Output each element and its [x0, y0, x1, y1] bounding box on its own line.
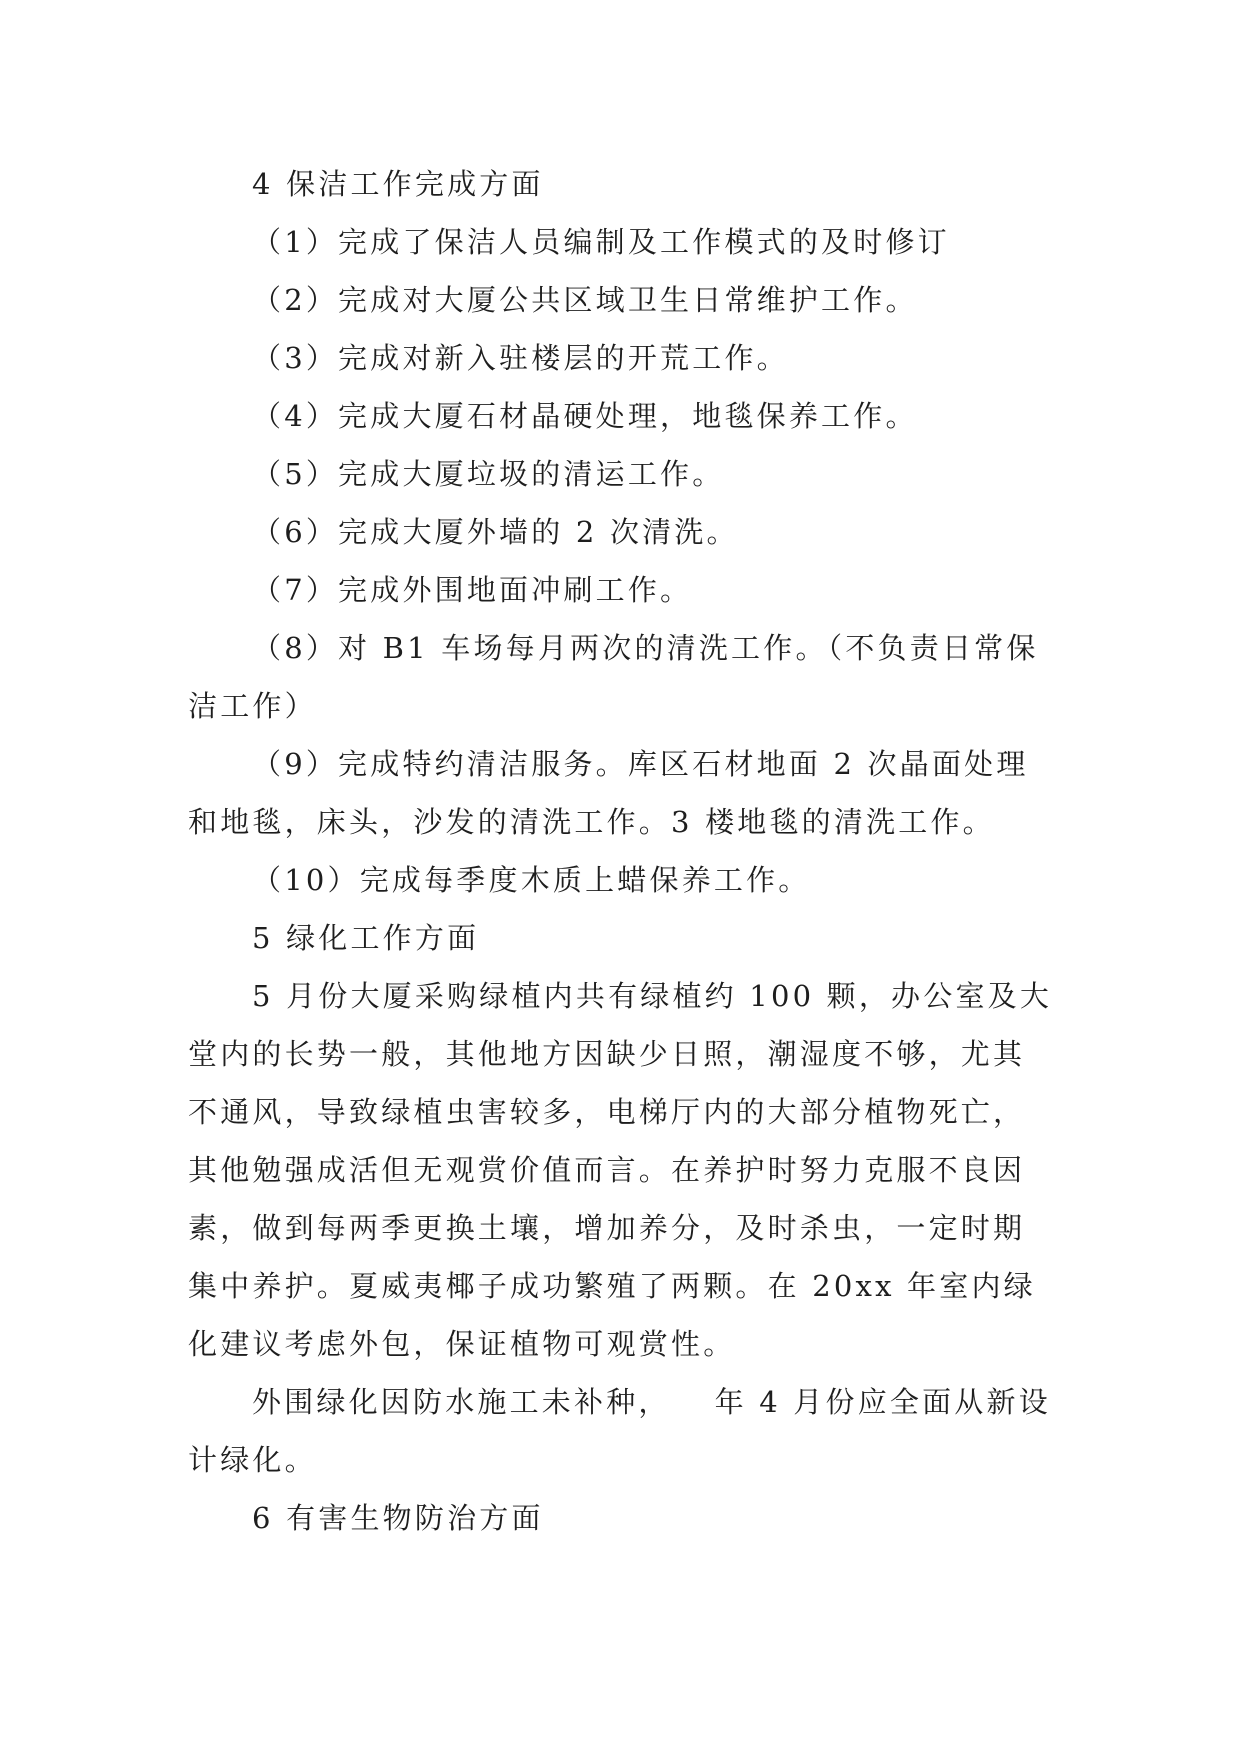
section-4-item-6: （6）完成大厦外墙的 2 次清洗。: [252, 515, 739, 549]
section-4-item-1: （1）完成了保洁人员编制及工作模式的及时修订: [252, 225, 950, 259]
section-6-title: 6 有害生物防治方面: [252, 1501, 544, 1535]
section-4-title: 4 保洁工作完成方面: [252, 167, 544, 201]
section-5-para-1-line-4: 其他勉强成活但无观赏价值而言。在养护时努力克服不良因: [188, 1153, 1026, 1187]
section-4-item-9-line-2: 和地毯，床头，沙发的清洗工作。3 楼地毯的清洗工作。: [188, 805, 995, 839]
section-4-item-2: （2）完成对大厦公共区域卫生日常维护工作。: [252, 283, 918, 317]
document-body: [188, 155, 1058, 1547]
section-5-para-1-line-6: 集中养护。夏威夷椰子成功繁殖了两颗。在 20xx 年室内绿: [188, 1269, 1036, 1303]
section-5-para-1-line-7: 化建议考虑外包，保证植物可观赏性。: [188, 1327, 736, 1361]
section-5-title: 5 绿化工作方面: [252, 921, 480, 955]
section-4-item-3: （3）完成对新入驻楼层的开荒工作。: [252, 341, 789, 375]
section-4-item-5: （5）完成大厦垃圾的清运工作。: [252, 457, 725, 491]
section-5-para-2-part-1: 外围绿化因防水施工未补种，: [252, 1385, 671, 1419]
section-4-item-10: （10）完成每季度木质上蜡保养工作。: [252, 863, 811, 897]
section-4-item-8-line-1: （8）对 B1 车场每月两次的清洗工作。（不负责日常保: [252, 631, 1039, 665]
section-4-item-7: （7）完成外围地面冲刷工作。: [252, 573, 693, 607]
section-5-para-1-line-5: 素，做到每两季更换土壤，增加养分，及时杀虫，一定时期: [188, 1211, 1026, 1245]
section-4-item-8-line-2: 洁工作）: [188, 689, 317, 723]
section-5-para-1-line-1: 5 月份大厦采购绿植内共有绿植约 100 颗，办公室及大: [252, 979, 1053, 1013]
section-5-para-2-line-2: 计绿化。: [188, 1443, 317, 1477]
section-4-item-9-line-1: （9）完成特约清洁服务。库区石材地面 2 次晶面处理: [252, 747, 1029, 781]
section-4-item-4: （4）完成大厦石材晶硬处理，地毯保养工作。: [252, 399, 918, 433]
section-5-para-2-part-2: 年 4 月份应全面从新设: [714, 1385, 1051, 1419]
section-5-para-1-line-3: 不通风，导致绿植虫害较多，电梯厅内的大部分植物死亡，: [188, 1095, 1026, 1129]
section-5-para-2-line-1: [188, 1373, 1058, 1431]
section-5-para-1-line-2: 堂内的长势一般，其他地方因缺少日照，潮湿度不够，尤其: [188, 1037, 1026, 1071]
